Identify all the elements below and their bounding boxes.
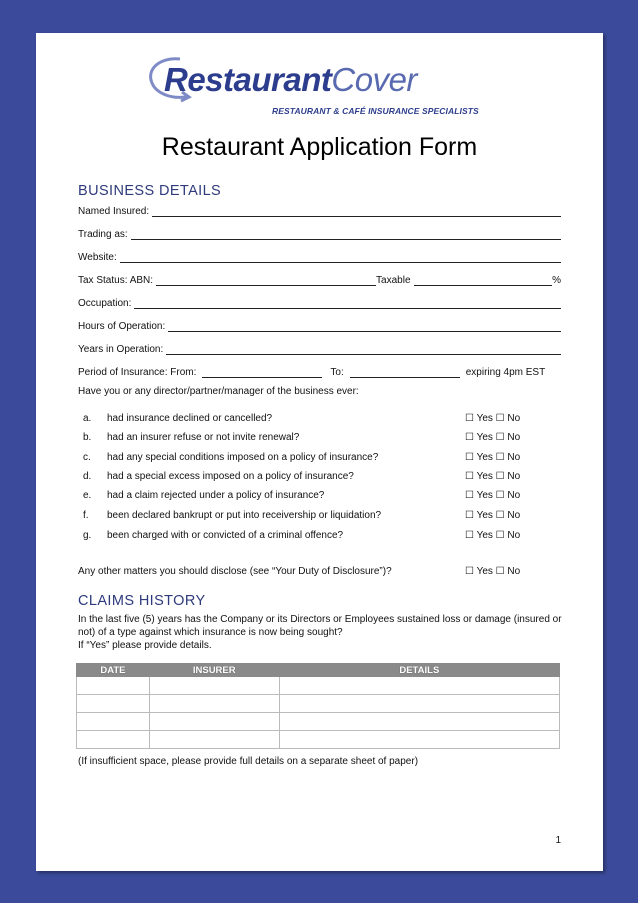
claims-table — [76, 663, 560, 749]
yes-no-checkboxes[interactable]: ☐ Yes ☐ No — [465, 413, 521, 424]
hours-label: Hours of Operation: — [78, 321, 166, 332]
details-cell[interactable] — [279, 695, 559, 713]
years-line[interactable] — [166, 344, 561, 355]
period-from-line[interactable] — [202, 367, 322, 378]
question-intro: Have you or any director/partner/manager of the business ever: — [78, 386, 359, 397]
question-row — [83, 490, 563, 503]
tax-status-field[interactable] — [78, 272, 561, 286]
question-letter: g. — [83, 530, 92, 541]
occupation-field[interactable] — [78, 295, 561, 309]
website-label: Website: — [78, 252, 117, 263]
table-row — [77, 677, 560, 695]
period-from-label: Period of Insurance: From: — [78, 367, 197, 378]
percent-label: % — [552, 275, 561, 286]
yes-no-checkboxes[interactable]: ☐ Yes ☐ No — [465, 471, 521, 482]
other-matters-question: Any other matters you should disclose (see “Your Duty of Disclosure”)? — [78, 566, 392, 577]
question-letter: b. — [83, 432, 92, 443]
expiring-label: expiring 4pm EST — [465, 367, 546, 378]
question-text: been declared bankrupt or put into receivership or liquidation? — [107, 510, 382, 521]
claims-history-heading: CLAIMS HISTORY — [78, 593, 206, 609]
logo-wordmark — [164, 61, 417, 99]
yes-no-checkboxes[interactable]: ☐ Yes ☐ No — [465, 530, 521, 541]
date-cell[interactable] — [77, 713, 150, 731]
question-row — [83, 530, 563, 543]
column-header-date: DATE — [77, 664, 150, 677]
question-text: had an insurer refuse or not invite renewal? — [107, 432, 300, 443]
hours-field[interactable] — [78, 318, 561, 332]
date-cell[interactable] — [77, 695, 150, 713]
insufficient-space-note: (If insufficient space, please provide full details on a separate sheet of paper) — [78, 756, 419, 767]
question-row — [83, 452, 563, 465]
logo-brand-main: Restaurant — [164, 61, 332, 98]
details-cell[interactable] — [279, 713, 559, 731]
details-cell[interactable] — [279, 731, 559, 749]
tax-status-label: Tax Status: ABN: — [78, 275, 154, 286]
yes-no-checkboxes[interactable]: ☐ Yes ☐ No — [465, 490, 521, 501]
table-row — [77, 695, 560, 713]
question-text: had any special conditions imposed on a policy of insurance? — [107, 452, 379, 463]
question-letter: a. — [83, 413, 92, 424]
taxable-line[interactable] — [414, 275, 553, 286]
logo-tagline: RESTAURANT & CAFÉ INSURANCE SPECIALISTS — [272, 106, 479, 116]
insurer-cell[interactable] — [149, 695, 279, 713]
other-matters-checkboxes[interactable]: ☐ Yes ☐ No — [465, 566, 521, 577]
question-row — [83, 471, 563, 484]
question-letter: d. — [83, 471, 92, 482]
yes-no-checkboxes[interactable]: ☐ Yes ☐ No — [465, 510, 521, 521]
years-label: Years in Operation: — [78, 344, 164, 355]
business-details-heading: BUSINESS DETAILS — [78, 183, 222, 199]
occupation-label: Occupation: — [78, 298, 132, 309]
period-to-line[interactable] — [350, 367, 460, 378]
details-cell[interactable] — [279, 677, 559, 695]
yes-no-checkboxes[interactable]: ☐ Yes ☐ No — [465, 452, 521, 463]
question-text: had a claim rejected under a policy of insurance? — [107, 490, 325, 501]
period-field[interactable] — [78, 364, 561, 378]
website-line[interactable] — [120, 252, 561, 263]
document-page — [36, 33, 603, 871]
table-row — [77, 731, 560, 749]
date-cell[interactable] — [77, 731, 150, 749]
insurer-cell[interactable] — [149, 677, 279, 695]
occupation-line[interactable] — [134, 298, 561, 309]
named-insured-line[interactable] — [152, 206, 561, 217]
trading-as-label: Trading as: — [78, 229, 128, 240]
question-text: had a special excess imposed on a policy of insurance? — [107, 471, 354, 482]
claims-table-header — [77, 664, 560, 677]
website-field[interactable] — [78, 249, 561, 263]
question-row — [83, 510, 563, 523]
question-row — [83, 432, 563, 445]
claims-instruction-text: If “Yes” please provide details. — [78, 640, 212, 651]
logo-brand-sub: Cover — [331, 61, 417, 98]
question-text: been charged with or convicted of a criminal offence? — [107, 530, 344, 541]
abn-line[interactable] — [156, 275, 376, 286]
question-letter: f. — [83, 510, 89, 521]
claims-question-text: In the last five (5) years has the Company or its Directors or Employees sustained loss or damage (insured or not) of a type against which insurance is now being sought? — [78, 614, 562, 638]
yes-no-checkboxes[interactable]: ☐ Yes ☐ No — [465, 432, 521, 443]
question-letter: c. — [83, 452, 91, 463]
question-text: had insurance declined or cancelled? — [107, 413, 273, 424]
date-cell[interactable] — [77, 677, 150, 695]
insurer-cell[interactable] — [149, 713, 279, 731]
question-row — [83, 413, 563, 426]
taxable-label: Taxable — [376, 275, 411, 286]
restaurant-cover-logo — [142, 51, 502, 133]
form-title: Restaurant Application Form — [161, 133, 478, 161]
column-header-insurer: INSURER — [149, 664, 279, 677]
trading-as-field[interactable] — [78, 226, 561, 240]
trading-as-line[interactable] — [131, 229, 561, 240]
hours-line[interactable] — [168, 321, 561, 332]
question-letter: e. — [83, 490, 92, 501]
page-number: 1 — [555, 835, 561, 846]
period-to-label: To: — [330, 367, 344, 378]
column-header-details: DETAILS — [279, 664, 559, 677]
table-row — [77, 713, 560, 731]
insurer-cell[interactable] — [149, 731, 279, 749]
named-insured-field[interactable] — [78, 203, 561, 217]
named-insured-label: Named Insured: — [78, 206, 150, 217]
years-field[interactable] — [78, 341, 561, 355]
